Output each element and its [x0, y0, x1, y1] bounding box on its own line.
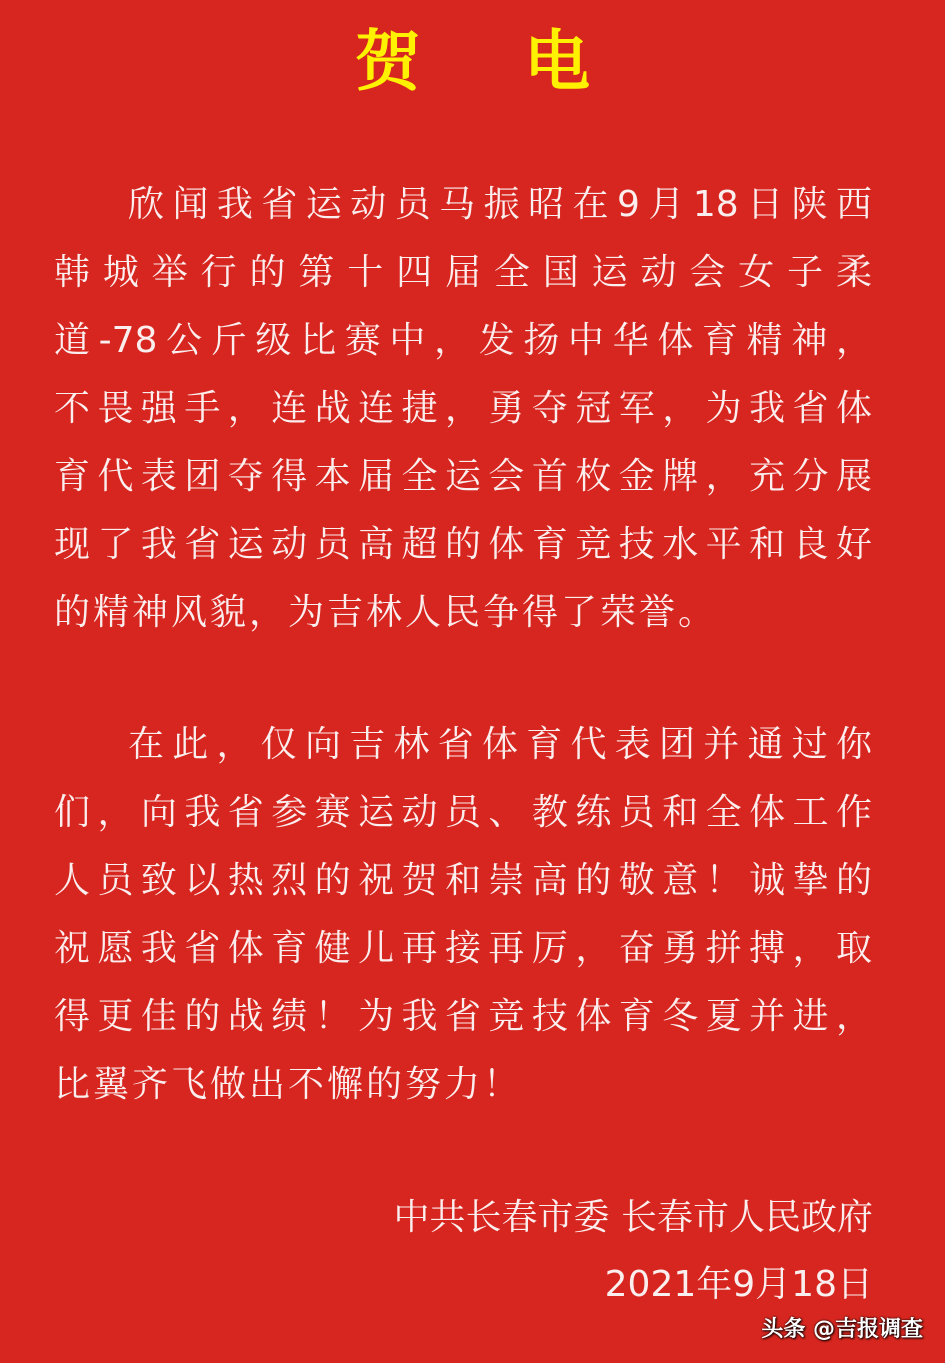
text-line: 道-78公斤级比赛中，发扬中华体育精神，: [54, 320, 872, 361]
text-line: 韩城举行的第十四届全国运动会女子柔: [54, 252, 872, 293]
text-line: 不畏强手，连战连捷，勇夺冠军，为我省体: [54, 388, 872, 429]
date: 2021年9月18日: [604, 1264, 873, 1305]
text-line: 在此，仅向吉林省体育代表团并通过你: [128, 724, 872, 765]
text-line: 人员致以热烈的祝贺和崇高的敬意！诚挚的: [54, 860, 872, 901]
text-line: 们，向我省参赛运动员、教练员和全体工作: [54, 792, 872, 833]
text-line: 比翼齐飞做出不懈的努力！: [54, 1064, 523, 1105]
document-title: 贺 电: [355, 23, 630, 100]
watermark: 头条 @吉报调查: [761, 1317, 923, 1342]
text-line: 育代表团夺得本届全运会首枚金牌，充分展: [54, 456, 872, 497]
text-line: 现了我省运动员高超的体育竞技水平和良好: [54, 524, 872, 565]
paragraph-2: [54, 711, 872, 1119]
signature: 中共长春市委 长春市人民政府: [393, 1197, 873, 1238]
text-line: 得更佳的战绩！为我省竞技体育冬夏并进，: [54, 996, 872, 1037]
paragraph-1: [54, 171, 872, 647]
text-line: 的精神风貌，为吉林人民争得了荣誉。: [54, 592, 718, 633]
text-line: 祝愿我省体育健儿再接再厉，奋勇拼搏，取: [54, 928, 872, 969]
text-line: 欣闻我省运动员马振昭在9月18日陕西: [128, 184, 872, 225]
